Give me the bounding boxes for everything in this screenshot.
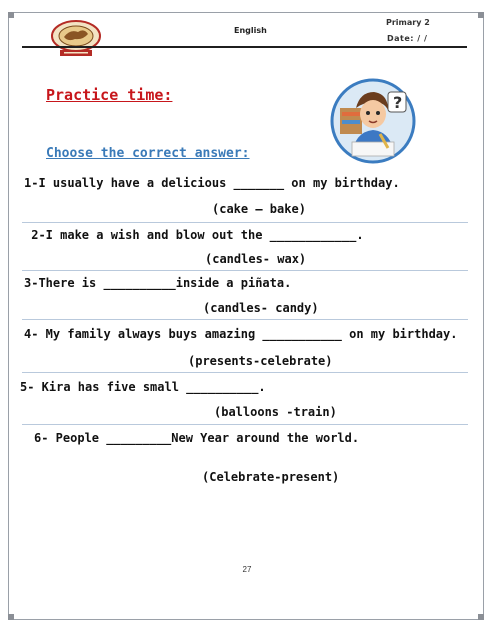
page-number: 27 bbox=[242, 565, 252, 574]
divider-line bbox=[22, 424, 468, 425]
subject-label: English bbox=[234, 26, 267, 35]
border-corner bbox=[478, 12, 484, 18]
divider-line bbox=[22, 319, 468, 320]
question-3: 3-There is __________inside a piñata. bbox=[24, 276, 292, 290]
divider-line bbox=[22, 372, 468, 373]
question-4: 4- My family always buys amazing ___________ on my birthday. bbox=[24, 327, 458, 341]
options-4: (presents-celebrate) bbox=[188, 354, 333, 368]
options-3: (candles- candy) bbox=[203, 301, 319, 315]
question-5: 5- Kira has five small __________. bbox=[20, 380, 266, 394]
question-1: 1-I usually have a delicious _______ on my birthday. bbox=[24, 176, 400, 190]
page-title: Practice time: bbox=[46, 86, 173, 104]
divider-line bbox=[22, 270, 468, 271]
border-corner bbox=[478, 614, 484, 620]
border-corner bbox=[8, 614, 14, 620]
divider-line bbox=[22, 222, 468, 223]
question-6: 6- People _________New Year around the world. bbox=[34, 431, 360, 445]
options-5: (balloons -train) bbox=[214, 405, 337, 419]
student-thinking-icon bbox=[330, 78, 416, 164]
grade-label: Primary 2 bbox=[386, 18, 430, 27]
options-1: (cake – bake) bbox=[212, 202, 306, 216]
date-label: Date: / / bbox=[387, 34, 428, 43]
options-6: (Celebrate-present) bbox=[202, 470, 340, 484]
header-divider bbox=[22, 46, 467, 48]
instruction-heading: Choose the correct answer: bbox=[46, 146, 250, 161]
question-2: 2-I make a wish and blow out the ____________. bbox=[24, 228, 364, 242]
border-corner bbox=[8, 12, 14, 18]
school-logo-icon bbox=[50, 18, 102, 58]
svg-text:?: ? bbox=[393, 93, 403, 112]
options-2: (candles- wax) bbox=[205, 252, 307, 266]
